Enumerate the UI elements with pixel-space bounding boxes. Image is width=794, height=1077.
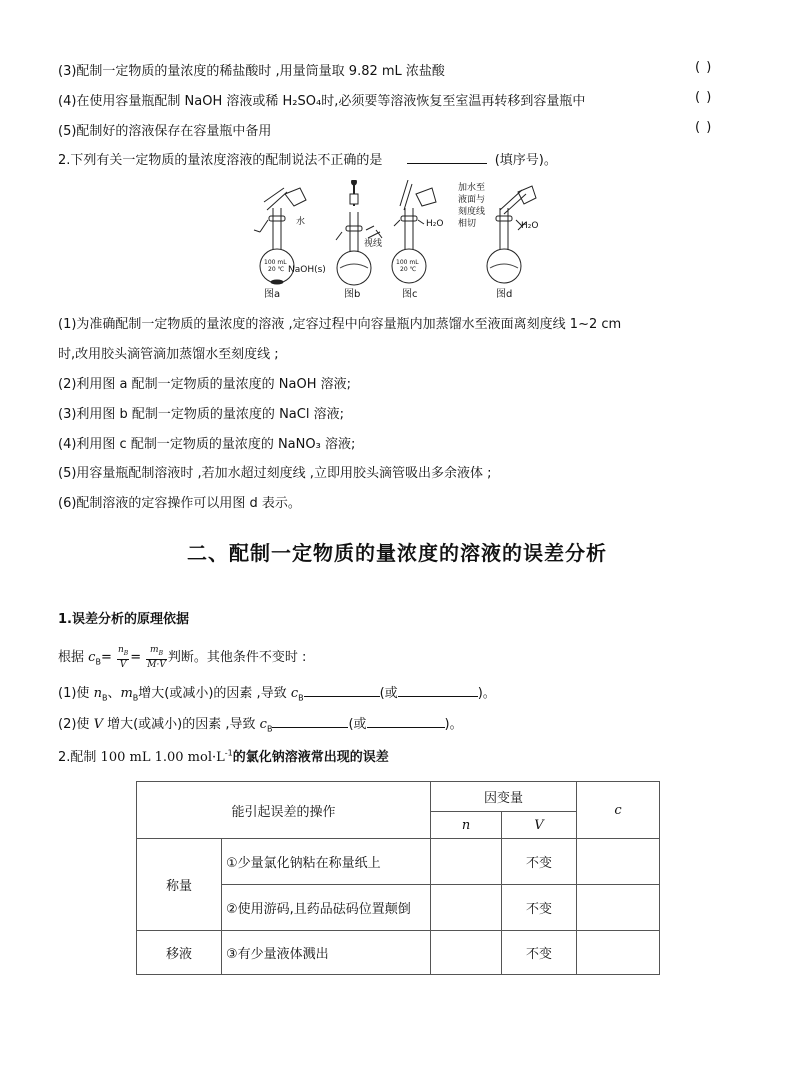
row-c-1[interactable] (577, 839, 660, 885)
figure-a-flask-temp: 20 ℃ (268, 266, 285, 273)
figure-sight-label: 视线 (364, 239, 383, 249)
basis-eq-2: = (130, 649, 142, 665)
answer-paren-4[interactable]: ( ) (695, 90, 713, 105)
item-4: (4)在使用容量瓶配制 NaOH 溶液或稀 H₂SO₄时,必须要等溶液恢复至室温再转移到容量瓶中 (58, 94, 586, 109)
figure-c-flask-temp: 20 ℃ (400, 266, 417, 273)
basis-line (58, 645, 306, 670)
question-2 (58, 149, 557, 168)
fraction-n-over-v (117, 645, 129, 670)
answer-blank-2b[interactable] (367, 715, 445, 728)
bullet-2-pre: (2)使 (58, 717, 90, 732)
basis-prefix: 根据 (58, 649, 85, 665)
row-c-2[interactable] (577, 885, 660, 931)
bullet-1-sep: 、 (107, 686, 121, 701)
answer-paren-5[interactable]: ( ) (695, 120, 713, 135)
bullet-2-tail2: )。 (444, 717, 463, 732)
m-sub: B (132, 693, 139, 703)
statement-4: (4)利用图 c 配制一定物质的量浓度的 NaNO₃ 溶液; (58, 437, 356, 452)
answer-blank-q2[interactable] (407, 151, 487, 164)
row-op-2: ②使用游码,且药品砝码位置颠倒 (222, 885, 431, 931)
question-2-suffix: (填序号)。 (494, 153, 557, 168)
figure-water-label: 水 (296, 217, 306, 227)
c-symbol-1: c (290, 686, 299, 701)
fraction-n-den: V (119, 659, 127, 670)
figure-c-h2o-label: H₂O (426, 219, 444, 229)
figure-c-flask-mark: 100 mL (396, 259, 419, 266)
header-c: c (577, 782, 660, 839)
lab-figure (250, 180, 550, 302)
row-v-3: 不变 (502, 931, 577, 975)
v-symbol: V (93, 717, 103, 732)
figure-a-label: 图a (264, 289, 281, 300)
error-table (136, 781, 660, 975)
row-v-2: 不变 (502, 885, 577, 931)
figure-b-apparatus (336, 180, 382, 285)
subheading-2 (58, 746, 389, 765)
statement-2: (2)利用图 a 配制一定物质的量浓度的 NaOH 溶液; (58, 377, 351, 392)
table-row (137, 931, 660, 975)
figure-d-note-line-1: 加水至 (458, 183, 486, 193)
n-sub: B (101, 693, 108, 703)
figure-d-label: 图d (496, 289, 513, 300)
figure-d-note-line-3: 刻度线 (458, 207, 486, 217)
row-c-3[interactable] (577, 931, 660, 975)
row-n-1[interactable] (431, 839, 502, 885)
basis-eq-1: = (100, 649, 112, 665)
bullet-1 (58, 682, 496, 703)
bullet-1-post: 增大(或减小)的因素 ,导致 (138, 686, 287, 701)
bullet-2 (58, 713, 463, 734)
n-symbol: n (93, 686, 102, 701)
row-op-3: ③有少量液体溅出 (222, 931, 431, 975)
row-v-1: 不变 (502, 839, 577, 885)
subheading-2-post: 的氯化钠溶液常出现的误差 (232, 750, 389, 765)
basis-c-sub: B (95, 657, 101, 667)
header-ops: 能引起误差的操作 (137, 782, 431, 839)
c-sub-1: B (298, 693, 304, 703)
row-n-3[interactable] (431, 931, 502, 975)
bullet-2-post: 增大(或减小)的因素 ,导致 (107, 717, 256, 732)
figure-d-apparatus (487, 186, 539, 283)
statement-3: (3)利用图 b 配制一定物质的量浓度的 NaCl 溶液; (58, 407, 344, 422)
group-transfer: 移液 (137, 931, 222, 975)
subheading-2-conc: 100 mL 1.00 mol·L (100, 750, 225, 765)
bullet-1-tail1: (或 (379, 686, 398, 701)
bullet-2-tail1: (或 (348, 717, 367, 732)
answer-blank-1b[interactable] (398, 684, 478, 697)
table-row (137, 839, 660, 885)
figure-c-label: 图c (402, 289, 418, 300)
bullet-1-pre: (1)使 (58, 686, 90, 701)
c-sub-2: B (266, 724, 273, 734)
statement-5: (5)用容量瓶配制溶液时 ,若加水超过刻度线 ,立即用胶头滴管吸出多余液体 ; (58, 466, 492, 481)
bullet-1-tail2: )。 (477, 686, 496, 701)
figure-d-note-line-2: 液面与 (458, 195, 486, 205)
header-v: V (502, 812, 577, 839)
header-variable: 因变量 (431, 782, 577, 812)
header-n: n (431, 812, 502, 839)
question-2-prefix: 2.下列有关一定物质的量浓度溶液的配制说法不正确的是 (58, 153, 383, 168)
fraction-n-num: $n_B$ (117, 645, 129, 660)
row-op-1: ①少量氯化钠粘在称量纸上 (222, 839, 431, 885)
statement-1: (1)为准确配制一定物质的量浓度的溶液 ,定容过程中向容量瓶内加蒸馏水至液面离刻度线 1~2 cm (58, 317, 622, 332)
item-5: (5)配制好的溶液保存在容量瓶中备用 (58, 124, 272, 139)
statement-6: (6)配制溶液的定容操作可以用图 d 表示。 (58, 496, 301, 511)
fraction-m-num: $m_B$ (146, 645, 167, 660)
fraction-m-den: M·V (147, 659, 166, 670)
subheading-2-pre: 2.配制 (58, 750, 97, 765)
answer-paren-3[interactable]: ( ) (695, 60, 713, 75)
subheading-1: 1.误差分析的原理依据 (58, 612, 189, 627)
item-3: (3)配制一定物质的量浓度的稀盐酸时 ,用量筒量取 9.82 mL 浓盐酸 (58, 64, 445, 79)
row-n-2[interactable] (431, 885, 502, 931)
figure-d-h2o-label: H₂O (521, 221, 539, 231)
statement-1-cont: 时,改用胶头滴管滴加蒸馏水至刻度线 ; (58, 347, 279, 362)
answer-blank-1a[interactable] (304, 684, 380, 697)
figure-d-note-line-4: 相切 (458, 219, 477, 229)
basis-suffix: 判断。其他条件不变时 : (167, 649, 307, 665)
basis-c-symbol: c (88, 649, 96, 665)
subheading-2-sup: -1 (224, 748, 233, 758)
fraction-m-over-mv (146, 645, 167, 670)
m-symbol: m (120, 686, 133, 701)
group-weighing: 称量 (137, 839, 222, 931)
figure-naoh-label: NaOH(s) (288, 265, 326, 275)
section-title: 二、配制一定物质的量浓度的溶液的误差分析 (187, 541, 607, 565)
answer-blank-2a[interactable] (272, 715, 348, 728)
figure-b-label: 图b (344, 289, 361, 300)
figure-a-flask-mark: 100 mL (264, 259, 287, 266)
c-symbol-2: c (259, 717, 267, 732)
